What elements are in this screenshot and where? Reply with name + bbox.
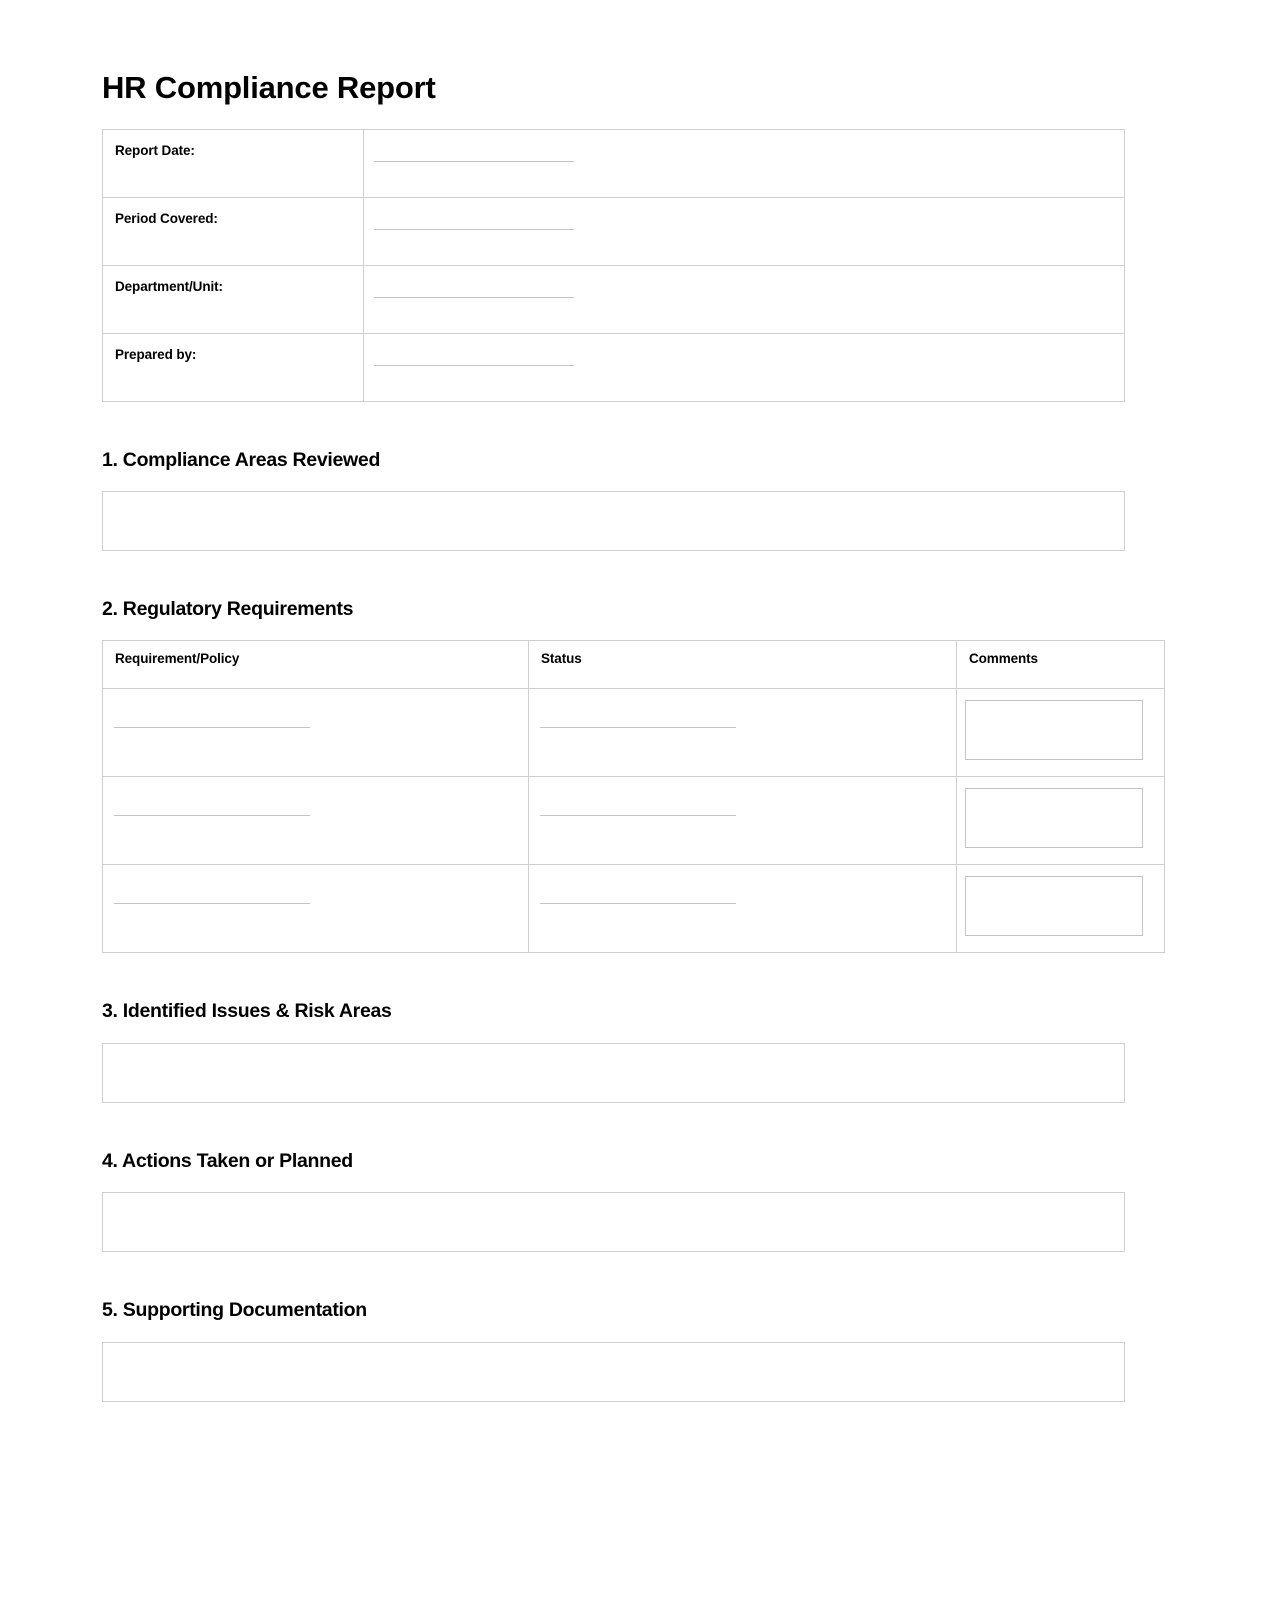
info-label-report-date: Report Date: <box>103 129 364 197</box>
status-cell <box>529 689 957 777</box>
actions-taken-textarea[interactable] <box>102 1192 1125 1252</box>
column-header-comments: Comments <box>957 641 1165 689</box>
table-row <box>103 265 1125 333</box>
requirement-input-2[interactable] <box>114 814 310 816</box>
status-input-2[interactable] <box>540 814 736 816</box>
section-heading-regulatory-requirements: 2. Regulatory Requirements <box>102 598 354 621</box>
supporting-documentation-textarea[interactable] <box>102 1342 1125 1402</box>
spacer <box>102 621 1125 640</box>
department-unit-input[interactable] <box>374 296 574 298</box>
spacer <box>102 402 1125 449</box>
compliance-areas-textarea[interactable] <box>102 491 1125 551</box>
page-title: HR Compliance Report <box>102 70 436 105</box>
column-header-requirement: Requirement/Policy <box>103 641 529 689</box>
info-label-department-unit: Department/Unit: <box>103 265 364 333</box>
section-heading-compliance-areas: 1. Compliance Areas Reviewed <box>102 448 381 471</box>
comments-cell <box>957 865 1165 953</box>
status-cell <box>529 865 957 953</box>
table-row <box>103 129 1125 197</box>
comments-textarea-3[interactable] <box>965 876 1143 936</box>
table-row <box>103 865 1165 953</box>
spacer <box>102 1323 1125 1342</box>
identified-issues-textarea[interactable] <box>102 1043 1125 1103</box>
spacer <box>102 1103 1125 1150</box>
report-date-input[interactable] <box>374 160 574 162</box>
column-header-status: Status <box>529 641 957 689</box>
comments-cell <box>957 689 1165 777</box>
comments-textarea-2[interactable] <box>965 788 1143 848</box>
status-cell <box>529 777 957 865</box>
status-input-3[interactable] <box>540 902 736 904</box>
table-row <box>103 197 1125 265</box>
table-header-row <box>103 641 1165 689</box>
requirement-cell <box>103 865 529 953</box>
table-row <box>103 689 1165 777</box>
period-covered-input[interactable] <box>374 228 574 230</box>
requirement-cell <box>103 777 529 865</box>
info-field-department-unit-cell <box>364 265 1125 333</box>
report-info-table <box>102 129 1125 402</box>
requirement-input-1[interactable] <box>114 726 310 728</box>
spacer <box>102 472 1125 491</box>
requirement-cell <box>103 689 529 777</box>
section-heading-identified-issues: 3. Identified Issues & Risk Areas <box>102 1000 392 1023</box>
status-input-1[interactable] <box>540 726 736 728</box>
section-heading-supporting-documentation: 5. Supporting Documentation <box>102 1299 367 1322</box>
section-heading-actions-taken: 4. Actions Taken or Planned <box>102 1149 353 1172</box>
spacer <box>102 1024 1125 1043</box>
info-label-prepared-by: Prepared by: <box>103 333 364 401</box>
info-label-period-covered: Period Covered: <box>103 197 364 265</box>
comments-textarea-1[interactable] <box>965 700 1143 760</box>
spacer <box>102 551 1125 598</box>
spacer <box>102 953 1125 1000</box>
requirement-input-3[interactable] <box>114 902 310 904</box>
spacer <box>102 1252 1125 1299</box>
info-field-prepared-by-cell <box>364 333 1125 401</box>
table-row <box>103 333 1125 401</box>
info-field-period-covered-cell <box>364 197 1125 265</box>
info-field-report-date-cell <box>364 129 1125 197</box>
spacer <box>102 1173 1125 1192</box>
prepared-by-input[interactable] <box>374 364 574 366</box>
comments-cell <box>957 777 1165 865</box>
regulatory-requirements-table <box>102 640 1165 953</box>
table-row <box>103 777 1165 865</box>
